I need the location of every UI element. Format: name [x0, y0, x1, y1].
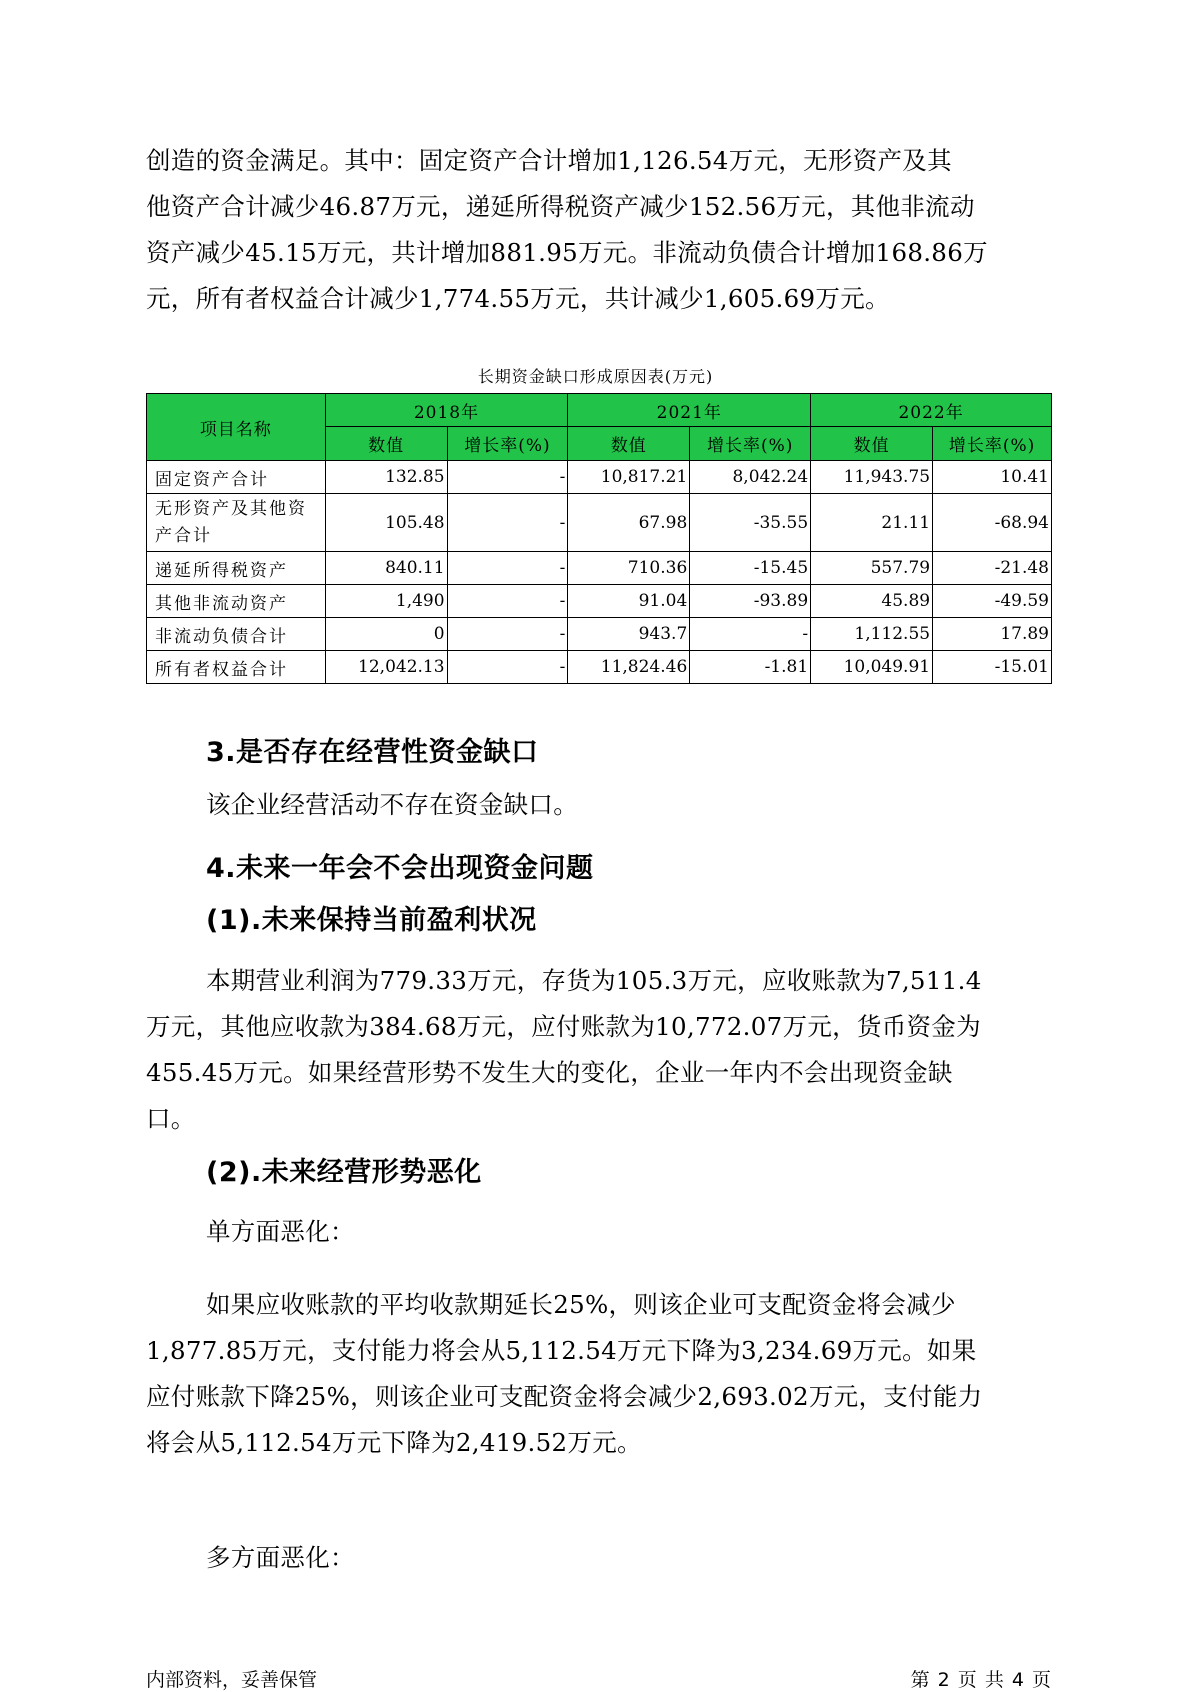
cell-rate: 10.41 — [933, 461, 1052, 494]
cell-value: 21.11 — [811, 494, 933, 552]
cell-rate: -15.45 — [690, 552, 811, 585]
cell-rate: -68.94 — [933, 494, 1052, 552]
cell-rate: -35.55 — [690, 494, 811, 552]
text-line: 创造的资金满足。其中：固定资产合计增加1,126.54万元，无形资产及其 — [146, 146, 952, 175]
footer-page-number: 第 2 页 共 4 页 — [910, 1669, 1052, 1691]
cell-rate: 17.89 — [933, 618, 1052, 651]
header-rate: 增长率(%) — [933, 427, 1052, 461]
cell-value: 11,943.75 — [811, 461, 933, 494]
cell-value: 557.79 — [811, 552, 933, 585]
text-line: 1,877.85万元，支付能力将会从5,112.54万元下降为3,234.69万元。如果 — [146, 1336, 977, 1365]
cell-value: 1,490 — [325, 585, 447, 618]
header-rate: 增长率(%) — [447, 427, 568, 461]
cell-value: 1,112.55 — [811, 618, 933, 651]
cell-value: 840.11 — [325, 552, 447, 585]
cell-value: 943.7 — [568, 618, 690, 651]
header-value: 数值 — [811, 427, 933, 461]
table-row — [147, 461, 1052, 494]
cell-rate: 8,042.24 — [690, 461, 811, 494]
header-item-name: 项目名称 — [147, 394, 326, 461]
cell-rate: -1.81 — [690, 651, 811, 684]
header-value: 数值 — [325, 427, 447, 461]
cell-rate: - — [447, 618, 568, 651]
row-name: 非流动负债合计 — [147, 618, 326, 651]
text-line: 该企业经营活动不存在资金缺口。 — [206, 790, 578, 819]
text-line: 应付账款下降25%，则该企业可支配资金将会减少2,693.02万元，支付能力 — [146, 1382, 983, 1411]
header-value: 数值 — [568, 427, 690, 461]
header-year: 2022年 — [811, 394, 1052, 427]
cell-value: 710.36 — [568, 552, 690, 585]
cell-value: 10,049.91 — [811, 651, 933, 684]
cell-rate: -21.48 — [933, 552, 1052, 585]
header-year: 2018年 — [325, 394, 568, 427]
text-line: 元，所有者权益合计减少1,774.55万元，共计减少1,605.69万元。 — [146, 284, 890, 313]
cell-value: 132.85 — [325, 461, 447, 494]
cell-rate: -93.89 — [690, 585, 811, 618]
row-name: 其他非流动资产 — [147, 585, 326, 618]
text-line: 如果应收账款的平均收款期延长25%，则该企业可支配资金将会减少 — [206, 1290, 956, 1319]
intro-paragraph — [146, 138, 1046, 322]
cell-value: 67.98 — [568, 494, 690, 552]
footer-confidential-note: 内部资料，妥善保管 — [146, 1669, 318, 1691]
section3-heading: 3.是否存在经营性资金缺口 — [206, 737, 539, 768]
row-name: 所有者权益合计 — [147, 651, 326, 684]
text-line: 万元，其他应收款为384.68万元，应付账款为10,772.07万元，货币资金为 — [146, 1012, 981, 1041]
text-line: 455.45万元。如果经营形势不发生大的变化，企业一年内不会出现资金缺 — [146, 1058, 953, 1087]
row-name: 无形资产及其他资产合计 — [147, 494, 326, 552]
single-deterioration-label — [206, 1209, 1106, 1255]
text-line: 资产减少45.15万元，共计增加881.95万元。非流动负债合计增加168.86万 — [146, 238, 988, 267]
cell-value: 10,817.21 — [568, 461, 690, 494]
row-name: 递延所得税资产 — [147, 552, 326, 585]
text-line: 将会从5,112.54万元下降为2,419.52万元。 — [146, 1428, 642, 1457]
cell-rate: - — [690, 618, 811, 651]
table-row — [147, 651, 1052, 684]
text-line: 单方面恶化： — [206, 1217, 355, 1246]
cell-value: 12,042.13 — [325, 651, 447, 684]
cell-rate: -49.59 — [933, 585, 1052, 618]
header-rate: 增长率(%) — [690, 427, 811, 461]
row-name: 固定资产合计 — [147, 461, 326, 494]
single-deterioration-paragraph — [146, 1282, 1046, 1466]
table-row — [147, 494, 1052, 552]
table-row — [147, 552, 1052, 585]
cell-rate: - — [447, 585, 568, 618]
table-caption: 长期资金缺口形成原因表(万元) — [477, 367, 714, 386]
table-row — [147, 585, 1052, 618]
funding-gap-table — [146, 393, 1052, 684]
subsection1-heading: (1).未来保持当前盈利状况 — [206, 905, 537, 936]
subsection1-paragraph — [146, 958, 1046, 1142]
subsection2-heading: (2).未来经营形势恶化 — [206, 1157, 482, 1188]
cell-rate: -15.01 — [933, 651, 1052, 684]
cell-value: 105.48 — [325, 494, 447, 552]
text-line: 口。 — [146, 1104, 196, 1133]
cell-rate: - — [447, 461, 568, 494]
cell-value: 91.04 — [568, 585, 690, 618]
text-line: 他资产合计减少46.87万元，递延所得税资产减少152.56万元，其他非流动 — [146, 192, 975, 221]
text-line: 本期营业利润为779.33万元，存货为105.3万元，应收账款为7,511.4 — [206, 966, 982, 995]
text-line: 多方面恶化： — [206, 1543, 355, 1572]
header-year: 2021年 — [568, 394, 811, 427]
table-row — [147, 618, 1052, 651]
cell-value: 45.89 — [811, 585, 933, 618]
cell-rate: - — [447, 552, 568, 585]
section3-text — [206, 782, 1106, 828]
section4-heading: 4.未来一年会不会出现资金问题 — [206, 853, 594, 884]
cell-rate: - — [447, 494, 568, 552]
cell-value: 11,824.46 — [568, 651, 690, 684]
cell-value: 0 — [325, 618, 447, 651]
cell-rate: - — [447, 651, 568, 684]
multi-deterioration-label — [206, 1535, 1106, 1581]
